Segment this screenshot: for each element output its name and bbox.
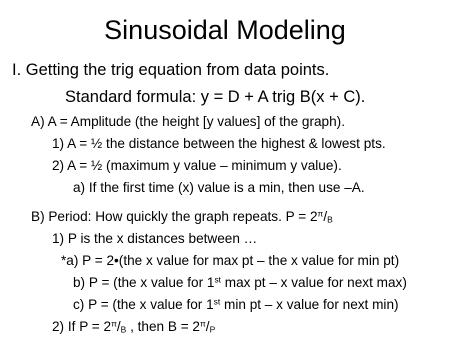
- pi-symbol: π: [317, 208, 324, 219]
- pi-symbol: π: [199, 318, 206, 329]
- amplitude-heading: A) A = Amplitude (the height [y values] of the graph).: [31, 114, 345, 129]
- period-item-2: [52, 320, 215, 334]
- fraction-denominator: B: [120, 324, 127, 335]
- period-heading: [31, 210, 333, 224]
- period-heading-text: B) Period: How quickly the graph repeats. P = 2: [31, 209, 318, 224]
- fraction-slash: /: [116, 319, 121, 334]
- amplitude-item-1: 1) A = ½ the distance between the highest & lowest pts.: [52, 136, 386, 151]
- period-item-2-pre: 2) If P = 2: [52, 319, 112, 334]
- fraction-denominator: P: [209, 324, 216, 335]
- period-item-1c-post: min pt – x value for next min): [220, 297, 399, 312]
- amplitude-item-2a: a) If the first time (x) value is a min, then use –A.: [73, 180, 365, 195]
- period-item-1: 1) P is the x distances between …: [52, 231, 258, 246]
- section-heading: I. Getting the trig equation from data points.: [12, 61, 330, 79]
- fraction-slash: /: [205, 319, 210, 334]
- ordinal-suffix: st: [213, 296, 221, 307]
- period-item-2-mid: , then B = 2: [126, 319, 200, 334]
- pi-symbol: π: [111, 318, 117, 329]
- fraction-slash: /: [323, 209, 328, 224]
- amplitude-item-2: 2) A = ½ (maximum y value – minimum y value).: [52, 158, 342, 173]
- fraction-denominator: B: [327, 214, 333, 225]
- slide-title: Sinusoidal Modeling: [104, 15, 346, 45]
- period-item-1b-post: max pt – x value for next max): [221, 275, 407, 290]
- period-item-1c: [73, 298, 399, 312]
- standard-formula: Standard formula: y = D + A trig B(x + C).: [65, 88, 366, 106]
- period-item-1a: *a) P = 2•(the x value for max pt – the x value for min pt): [61, 253, 400, 268]
- period-item-1b: [73, 276, 407, 290]
- period-item-1c-pre: c) P = (the x value for 1: [73, 297, 214, 312]
- ordinal-suffix: st: [214, 274, 221, 285]
- period-item-1b-pre: b) P = (the x value for 1: [73, 275, 215, 290]
